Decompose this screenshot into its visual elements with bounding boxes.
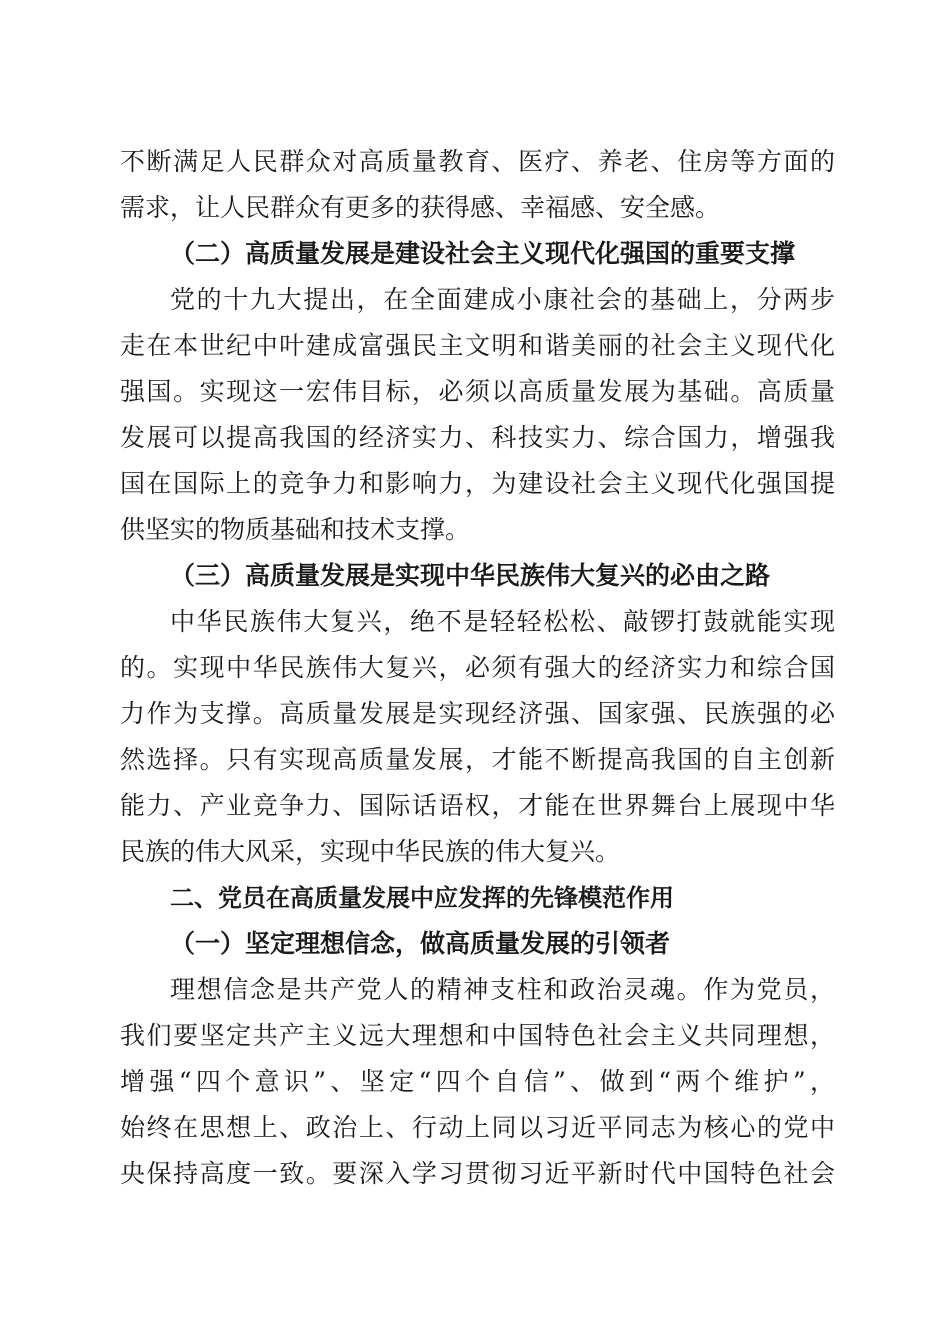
body-text-line: 供坚实的物质基础和技术支撑。: [120, 515, 471, 544]
body-text-line: 发展可以提高我国的经济实力、科技实力、综合国力，增强我: [120, 423, 835, 452]
body-text-line: 需求，让人民群众有更多的获得感、幸福感、安全感。: [120, 193, 721, 222]
body-text-line: 国在国际上的竞争力和影响力，为建设社会主义现代化强国提: [120, 469, 835, 498]
body-text-line: 民族的伟大风采，实现中华民族的伟大复兴。: [120, 837, 621, 866]
body-text-line: 然选择。只有实现高质量发展，才能不断提高我国的自主创新: [120, 745, 835, 774]
body-text-line: 的。实现中华民族伟大复兴，必须有强大的经济实力和综合国: [120, 653, 835, 682]
body-text-line: 不断满足人民群众对高质量教育、医疗、养老、住房等方面的: [120, 147, 835, 176]
body-text-line: 党的十九大提出，在全面建成小康社会的基础上，分两步: [170, 285, 835, 314]
body-text-line: 增强“四个意识”、坚定“四个自信”、做到“两个维护”，: [120, 1067, 835, 1096]
body-text-line: 能力、产业竞争力、国际话语权，才能在世界舞台上展现中华: [120, 791, 835, 820]
body-text-line: 中华民族伟大复兴，绝不是轻轻松松、敲锣打鼓就能实现: [170, 607, 835, 636]
body-text-line: 走在本世纪中叶建成富强民主文明和谐美丽的社会主义现代化: [120, 331, 835, 360]
section-heading: 二、党员在高质量发展中应发挥的先锋模范作用: [170, 884, 674, 912]
subsection-heading: （三）高质量发展是实现中华民族伟大复兴的必由之路: [170, 561, 771, 590]
subsection-heading: （二）高质量发展是建设社会主义现代化强国的重要支撑: [170, 239, 796, 268]
body-text-line: 央保持高度一致。要深入学习贯彻习近平新时代中国特色社会: [120, 1159, 835, 1188]
body-text-line: 理想信念是共产党人的精神支柱和政治灵魂。作为党员，: [170, 975, 835, 1004]
subsection-heading: （一）坚定理想信念，做高质量发展的引领者: [170, 929, 671, 958]
body-text-line: 始终在思想上、政治上、行动上同以习近平同志为核心的党中: [120, 1113, 835, 1142]
body-text-line: 强国。实现这一宏伟目标，必须以高质量发展为基础。高质量: [120, 377, 835, 406]
body-text-line: 力作为支撑。高质量发展是实现经济强、国家强、民族强的必: [120, 699, 835, 728]
body-text-line: 我们要坚定共产主义远大理想和中国特色社会主义共同理想，: [120, 1021, 835, 1050]
